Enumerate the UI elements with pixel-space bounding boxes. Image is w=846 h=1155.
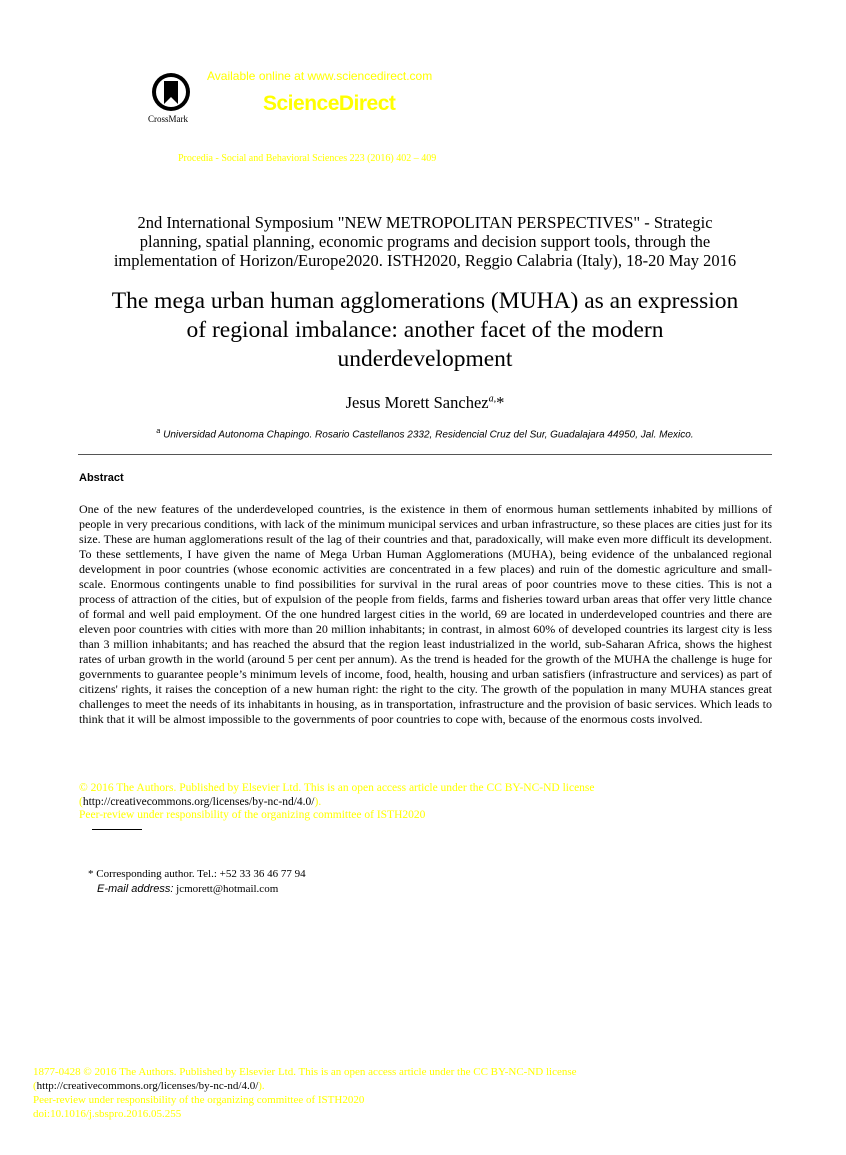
footer-open-paren: ( <box>33 1080 37 1092</box>
symposium-line-3: implementation of Horizon/Europe2020. ISTH2020, Reggio Calabria (Italy), 18-20 May 2016 <box>113 251 737 270</box>
symposium-line-1: 2nd International Symposium "NEW METROPOLITAN PERSPECTIVES" - Strategic <box>137 213 713 232</box>
author-affiliation-mark: a, <box>488 393 497 405</box>
author-name: Jesus Morett Sanchez <box>345 393 489 412</box>
author-corresponding-mark: * <box>496 393 505 412</box>
symposium-heading <box>60 213 790 270</box>
abstract-body: One of the new features of the underdeveloped countries, is the existence in them of enormous human settlements inhabited by millions of people in very precarious conditions, with lack of the minimum municipal services and urban infrastructure, so these places are cities just for its size. These are human agglomerations result of the lag of their countries and that, paradoxically, will make even more difficult its development. To these settlements, I have given the name of Mega Urban Human Agglomerations (MUHA), being evidence of the unbalanced regional development in poor countries (whose economic activities are concentrated in a few places) and ruin of the domestic agriculture and small-scale. Enormous contingents unable to find possibilities for survival in the rural areas of poor countries move to these cities. This is not a process of attraction of the cities, but of expulsion of the people from fields, farms and fisheries toward urban areas that offer very little chance of formal and well paid employment. Of the one hundred largest cities in the world, 69 are located in underdeveloped countries and there are eleven poor countries with cities with more than 20 million inhabitants; in contrast, in almost 60% of developed countries its largest city is less than 3 million inhabitants; and has reached the absurd that the region least industrialized in the world, sub-Saharan Africa, shows the highest rates of urban growth in the world (around 5 per cent per annum). As the trend is headed for the growth of the MUHA the challenge is huge for governments to guarantee people’s minimum levels of income, food, health, housing and urban satisfiers (infrastructure and services) as part of citizens' rights, it raises the conception of a new human right: the right to the city. The growth of the population in many MUHA stances great challenges to meet the needs of its inhabitants in housing, as in transportation, infrastructure and the provision of basic services. Which leads to think that it will be almost impossible to the governments of poor countries to cope with, because of the enormous costs involved. <box>79 502 772 726</box>
available-online-link[interactable]: Available online at www.sciencedirect.com <box>207 69 433 83</box>
corresponding-email-line <box>88 882 306 897</box>
abstract-heading: Abstract <box>79 472 124 484</box>
email-address[interactable]: jcmorett@hotmail.com <box>173 883 279 895</box>
footer-url-link[interactable]: http://creativecommons.org/licenses/by-nc-nd/4.0/ <box>36 1080 259 1092</box>
crossmark-label: CrossMark <box>148 114 188 124</box>
journal-reference: Procedia - Social and Behavioral Sciences 223 (2016) 402 – 409 <box>178 153 437 164</box>
affiliation-text: Universidad Autonoma Chapingo. Rosario Castellanos 2332, Residencial Cruz del Sur, Guadalajara 44950, Jal. Mexico. <box>160 429 694 441</box>
title-line-3: underdevelopment <box>337 346 513 372</box>
crossmark-icon <box>151 72 191 112</box>
corresponding-author-note <box>88 867 306 897</box>
page-footer <box>33 1065 577 1121</box>
license-close-paren: ). <box>314 795 322 808</box>
sciencedirect-logo[interactable]: ScienceDirect <box>263 92 396 115</box>
author-line <box>60 393 790 413</box>
title-line-1: The mega urban human agglomerations (MUHA) as an expression <box>111 288 739 314</box>
symposium-line-2: planning, spatial planning, economic programs and decision support tools, through the <box>139 232 711 251</box>
affiliation-mark: a <box>156 428 161 435</box>
license-url-link[interactable]: http://creativecommons.org/licenses/by-nc-nd/4.0/ <box>82 795 315 808</box>
footnote-divider <box>92 829 142 830</box>
corresponding-phone: * Corresponding author. Tel.: +52 33 36 46 77 94 <box>88 868 306 880</box>
affiliation <box>60 428 790 440</box>
section-divider <box>78 454 772 455</box>
footer-close-paren: ). <box>258 1080 265 1092</box>
footer-doi[interactable]: doi:10.1016/j.sbspro.2016.05.255 <box>33 1108 182 1120</box>
license-line-2 <box>79 796 772 810</box>
paper-title <box>60 287 790 374</box>
footer-line-3: Peer-review under responsibility of the organizing committee of ISTH2020 <box>33 1094 365 1106</box>
title-line-2: of regional imbalance: another facet of the modern <box>186 317 664 343</box>
email-label: E-mail address: <box>97 883 174 895</box>
crossmark-logo[interactable] <box>150 72 192 124</box>
license-line-1: © 2016 The Authors. Published by Elsevier Ltd. This is an open access article under the CC BY-NC-ND license <box>79 782 595 794</box>
license-line-3: Peer-review under responsibility of the organizing committee of ISTH2020 <box>79 809 426 821</box>
license-notice <box>79 782 772 823</box>
footer-line-1: 1877-0428 © 2016 The Authors. Published by Elsevier Ltd. This is an open access article under the CC BY-NC-ND license <box>33 1066 577 1078</box>
license-open-paren: ( <box>79 795 83 808</box>
footer-line-2 <box>33 1079 577 1093</box>
